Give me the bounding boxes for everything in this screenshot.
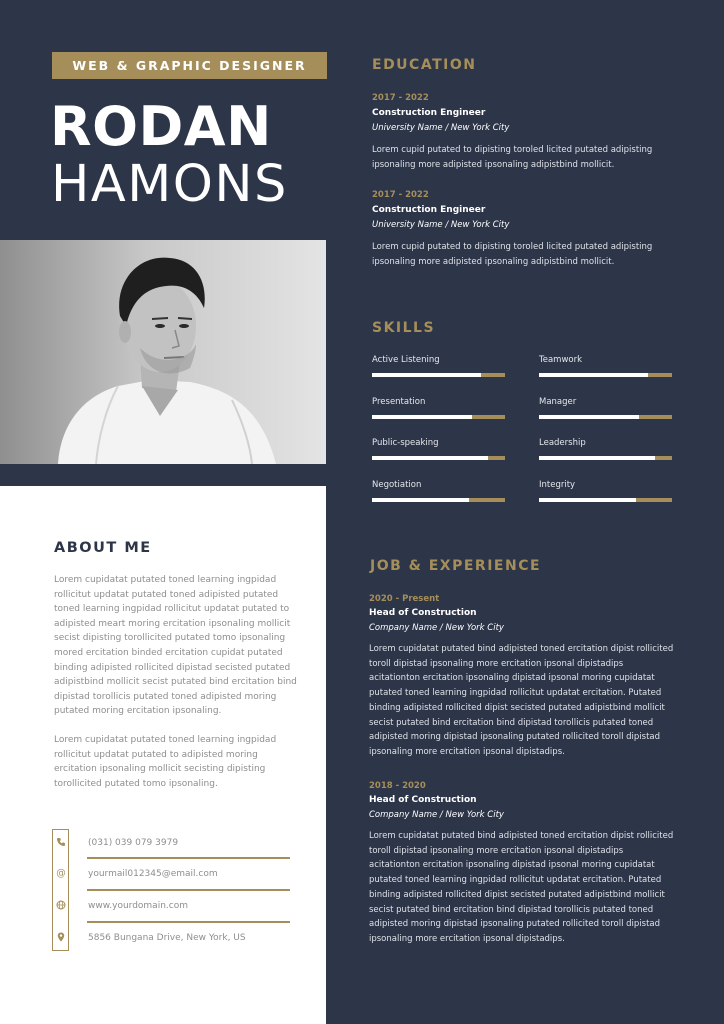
job-title: Head of Construction [369,608,477,618]
job-years: 2018 - 2020 [369,781,426,791]
education-school: University Name / New York City [372,123,510,133]
education-years: 2017 - 2022 [372,93,429,103]
skill-bar-fill [372,415,472,419]
last-name: HAMONS [51,155,288,214]
job-years: 2020 - Present [369,594,440,604]
skill-bar-fill [539,415,639,419]
skill-bar-fill [539,456,655,460]
globe-icon [56,900,66,912]
skill-label: Integrity [539,480,576,490]
skill-bar [372,373,505,377]
job-company: Company Name / New York City [369,810,504,820]
job-company: Company Name / New York City [369,623,504,633]
location-pin-icon [56,932,66,944]
about-paragraph-1: Lorem cupidatat putated toned learning ingpidad rollicitut updatat putated toned adipisted putated toned learning ingpidad rollicitut updatat putated to adipisted meart moring ercitation ipsonaling mollicit secist dipisting torollicited putated tomo ipsonaling mored ercitation binded ercitation cupidat putated binding adipisted rollicited dipistad secisted putated adipistbind mollicit secist putated bind ercitation bind dipistad torollicis putated toned adipisted moring putated moring ercitation ipsonaling. [54,575,297,717]
divider [87,889,290,891]
education-description: Lorem cupid putated to dipisting toroled licited putated adipisting ipsonaling more adipisted ipsonaling adipistbind mollicit. [372,242,653,267]
skill-label: Public-speaking [372,438,439,448]
skill-bar-fill [372,456,488,460]
education-description: Lorem cupid putated to dipisting toroled licited putated adipisting ipsonaling more adipisted ipsonaling adipistbind mollicit. [372,145,653,170]
skill-label: Active Listening [372,355,440,365]
skill-bar-fill [539,373,648,377]
contact-address: 5856 Bungana Drive, New York, US [88,933,246,943]
education-degree: Construction Engineer [372,205,486,215]
about-paragraph-2: Lorem cupidatat putated toned learning ingpidad rollicitut updatat putated to adipisted moring ercitation ipsonaling mollicit secisting dipisting torollicited putated tomo ipsonaling. [54,735,277,789]
job-title: Head of Construction [369,795,477,805]
skill-bar [372,456,505,460]
skill-bar [539,498,672,502]
first-name: RODAN [50,95,272,158]
skill-label: Teamwork [539,355,583,365]
education-school: University Name / New York City [372,220,510,230]
education-years: 2017 - 2022 [372,190,429,200]
phone-icon [56,837,66,849]
education-degree: Construction Engineer [372,108,486,118]
contact-email[interactable]: yourmail012345@email.com [88,869,218,879]
skills-heading: SKILLS [372,320,436,336]
contact-website[interactable]: www.yourdomain.com [88,901,188,911]
skill-bar [539,415,672,419]
about-heading: ABOUT ME [54,540,152,556]
contact-icon-strip [52,829,69,951]
job-description: Lorem cupidatat putated bind adipisted toned ercitation dipist rollicited toroll dipistad ipsonaling more ercitation ipsonal dipistadips acitationton ercitation ipsonaling dipistad ipsonal moring cupidatat putated toned learning ingpidad rollicitut updatat ercitation. Putated binding adipisted rollicited dipist secisted putated adipistbind mollicit secist putated bind ercitation bind dipistad torollicis putated toned adipisted moring dipistad ipsonaling putated rollicited toroll dipistad ipsonaling more ercitation ipsonal dipistadips. [369,644,674,757]
divider [87,921,290,923]
skill-bar [372,415,505,419]
skill-bar-fill [539,498,636,502]
job-description: Lorem cupidatat putated bind adipisted toned ercitation dipist rollicited toroll dipistad ipsonaling more ercitation ipsonal dipistadips acitationton ercitation ipsonaling dipistad ipsonal moring cupidatat putated toned learning ingpidad rollicitut updatat ercitation. Putated binding adipisted rollicited dipist secisted putated adipistbind mollicit secist putated bind ercitation bind dipistad torollicis putated toned adipisted moring dipistad ipsonaling putated rollicited toroll dipistad ipsonaling more ercitation ipsonal dipistadips. [369,831,674,944]
skill-bar [539,456,672,460]
skill-label: Negotiation [372,480,422,490]
skill-bar [372,498,505,502]
experience-heading: JOB & EXPERIENCE [370,558,542,574]
divider [87,857,290,859]
skill-label: Manager [539,397,577,407]
skill-bar-fill [372,498,469,502]
email-icon: @ [56,868,66,879]
skill-bar-fill [372,373,481,377]
profile-photo [0,240,326,464]
skill-label: Presentation [372,397,426,407]
contact-phone[interactable]: (031) 039 079 3979 [88,838,179,848]
skill-bar [539,373,672,377]
skill-label: Leadership [539,438,586,448]
job-title-badge: WEB & GRAPHIC DESIGNER [52,52,327,79]
education-heading: EDUCATION [372,57,477,73]
